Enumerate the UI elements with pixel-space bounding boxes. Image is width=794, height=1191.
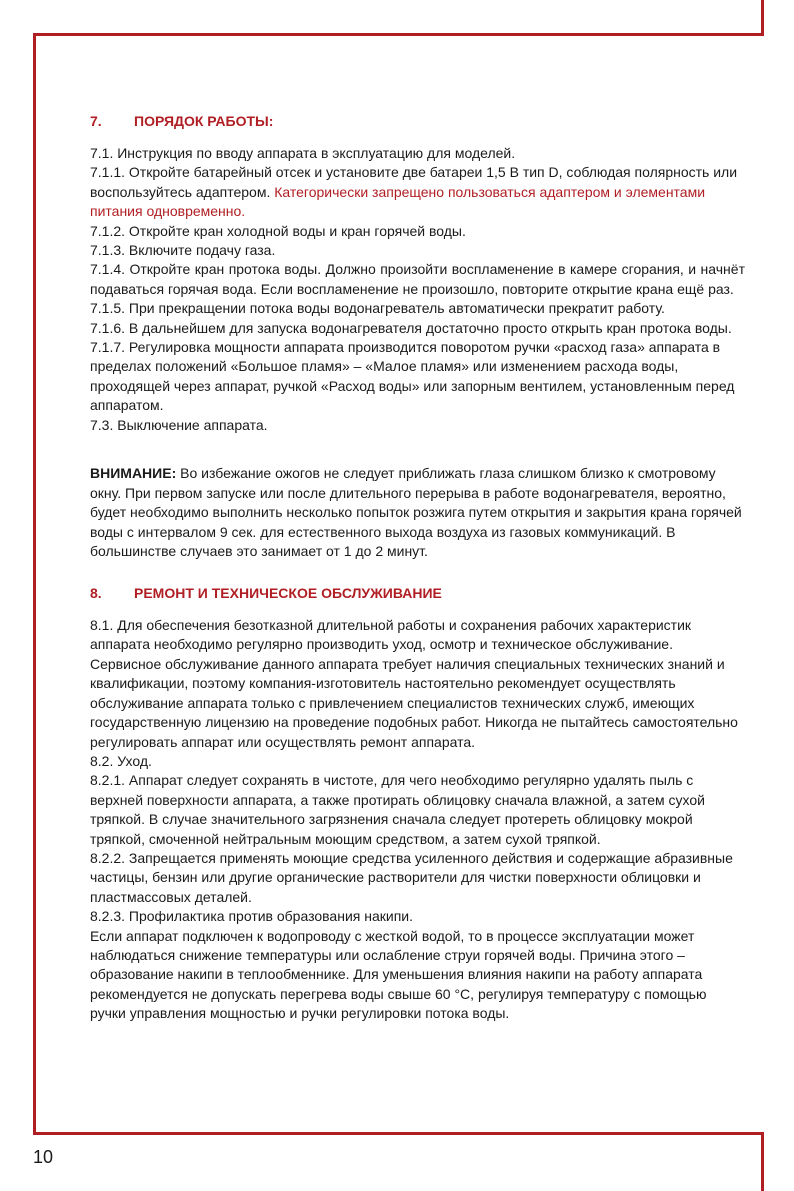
page-number: 10 <box>33 1147 54 1167</box>
adapter-warning-text: Категорически запрещено пользоваться адаптером и элементами питания одновременно. <box>90 183 706 220</box>
paragraph-7-1-5: 7.1.5. При прекращении потока воды водонагреватель автоматически прекратит работу. <box>90 300 665 317</box>
section-7-heading <box>90 112 745 130</box>
section-8-heading <box>90 584 745 602</box>
paragraph-7-3: 7.3. Выключение аппарата. <box>90 416 268 433</box>
section-7-number: 7. <box>90 113 102 129</box>
paragraph-8-1: 8.1. Для обеспечения безотказной длительной работы и сохранения рабочих характеристик аппарата необходимо регулярно производить уход, осмотр и техническое обслуживание. Сервисное обслуживание данного аппарата требует наличия специальных технических знаний и квалификации, поэтому компания-изготовитель настоятельно рекомендует осуществлять обслуживание аппарата только с привлечением специалистов технических служб, имеющих государственную лицензию на проведение подобных работ. Никогда не пытайтесь самостоятельно регулировать аппарат или осуществлять ремонт аппарата. <box>90 617 738 750</box>
frame-right-top-stub <box>761 0 764 36</box>
paragraph-8-2-2: 8.2.2. Запрещается применять моющие средства усиленного действия и содержащие абразивные частицы, бензин или другие органические растворители для чистки поверхности облицовки и пластмассовых деталей. <box>90 849 733 905</box>
paragraph-7-1-7: 7.1.7. Регулировка мощности аппарата производится поворотом ручки «расход газа» аппарата в пределах положений «Большое пламя» – «Малое пламя» или изменением расхода воды, проходящей через аппарат, ручкой «Расход воды» или запорным вентилем, установленным перед аппаратом. <box>90 339 735 414</box>
paragraph-7-1: 7.1. Инструкция по вводу аппарата в эксплуатацию для моделей. <box>90 145 516 161</box>
paragraph-7-1-6: 7.1.6. В дальнейшем для запуска водонагревателя достаточно просто открыть кран протока воды. <box>90 319 732 336</box>
paragraph-7-1-4: 7.1.4. Откройте кран протока воды. Должно произойти воспламенение в камере сгорания, и начнёт подаваться горячая вода. Если воспламенение не произошло, повторите открытие крана ещё раз. <box>90 261 745 297</box>
section-8-number: 8. <box>90 585 102 602</box>
frame-top-line <box>33 33 764 36</box>
section-7-title: ПОРЯДОК РАБОТЫ: <box>134 113 274 129</box>
frame-left-line <box>33 33 36 1134</box>
paragraph-8-2-3-text: Если аппарат подключен к водопроводу с жесткой водой, то в процессе эксплуатации может наблюдаться снижение температуры или ослабление струи горячей воды. Причина этого – образование накипи в теплообменнике. Для уменьшения влияния накипи на работу аппарата рекомендуется не допускать перегрева воды свыше 60 °C, регулируя температуру с помощью ручки управления мощностью и ручки регулировки потока воды. <box>90 927 707 1022</box>
paragraph-8-2-1: 8.2.1. Аппарат следует сохранять в чистоте, для чего необходимо регулярно удалять пыль с верхней поверхности аппарата, а также протирать облицовку сначала влажной, а затем сухой тряпкой. В случае значительного загрязнения сначала следует протереть облицовку мокрой тряпкой, смоченной нейтральным моющим средством, а затем сухой тряпкой. <box>90 772 705 847</box>
paragraph-7-1-1-text: 7.1.1. Откройте батарейный отсек и установите две батареи 1,5 В тип D, соблюдая полярность или воспользуйтесь адаптером. <box>90 164 738 200</box>
paragraph-8-2: 8.2. Уход. <box>90 752 152 769</box>
section-8-title: РЕМОНТ И ТЕХНИЧЕСКОЕ ОБСЛУЖИВАНИЕ <box>134 585 442 602</box>
warning-text: Во избежание ожогов не следует приближать глаза слишком близко к смотровому окну. При первом запуске или после длительного перерыва в работе водонагревателя, вероятно, будет необходимо выполнить несколько попыток розжига путем открытия и закрытия крана горячей воды с интервалом 9 сек. для естественного выхода воздуха из газовых коммуникаций. В большинстве случаев это занимает от 1 до 2 минут. <box>90 465 742 560</box>
warning-label: ВНИМАНИЕ: <box>90 465 177 482</box>
warning-note <box>90 464 745 562</box>
paragraph-8-2-3: 8.2.3. Профилактика против образования накипи. <box>90 908 413 925</box>
page-content <box>90 112 745 1024</box>
frame-bottom-line <box>33 1132 764 1135</box>
paragraph-7-1-1 <box>90 163 745 221</box>
paragraph-7-1-3: 7.1.3. Включите подачу газа. <box>90 242 276 259</box>
paragraph-7-1-2: 7.1.2. Откройте кран холодной воды и кран горячей воды. <box>90 222 466 239</box>
frame-right-bottom-stub <box>761 1132 764 1191</box>
